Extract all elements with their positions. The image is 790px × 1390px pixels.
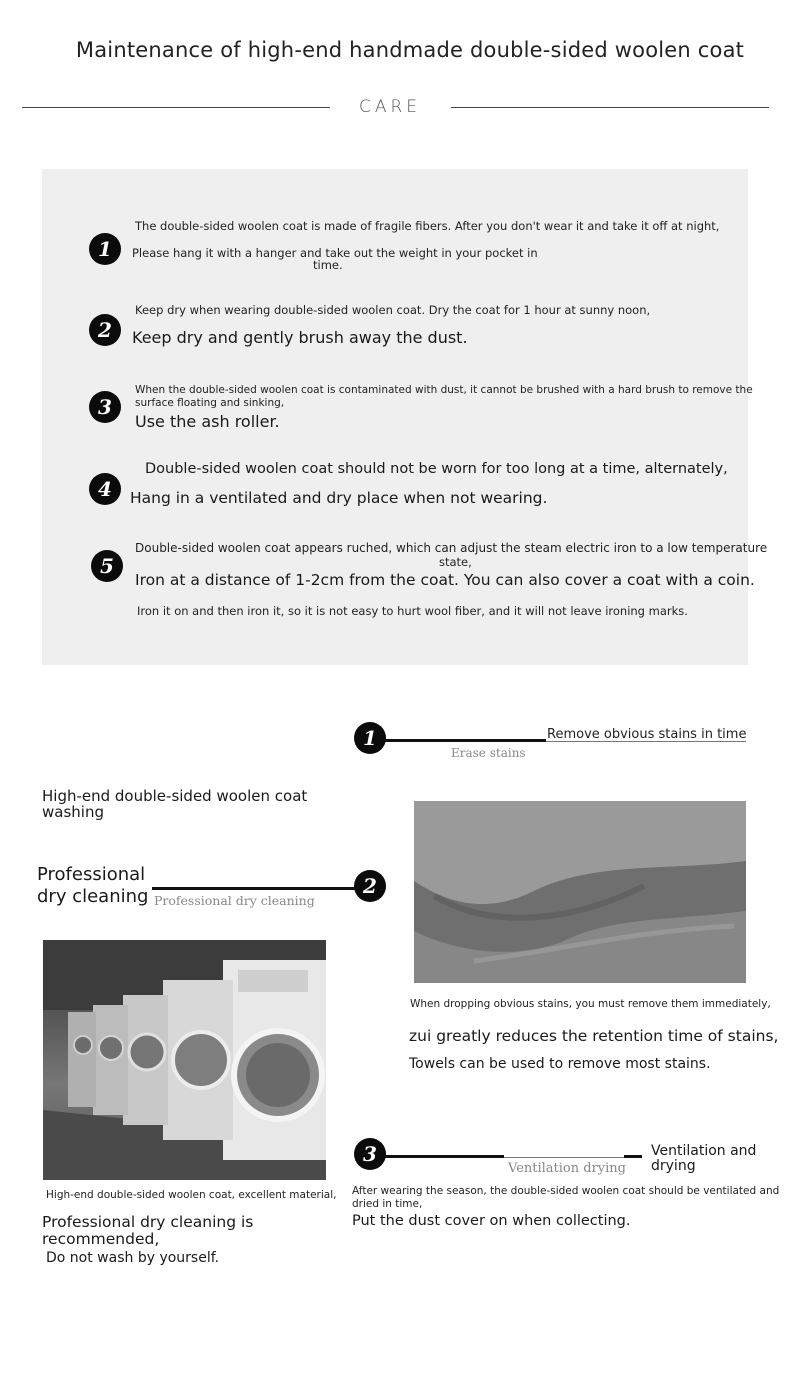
wash-step-badge: 3 [354,1138,386,1170]
connector-line [152,887,356,890]
wash-item-2-sublabel: Professional dry cleaning [154,893,315,908]
washing-heading: High-end double-sided woolen coat washing [42,787,308,821]
wash-step-badge: 1 [354,722,386,754]
connector-line [384,739,546,742]
wash-item-1-sublabel: Erase stains [451,746,526,760]
wash-step-badge: 2 [354,870,386,902]
wash-item-2-text: High-end double-sided woolen coat, excellent material, [46,1189,337,1201]
wash-item-1-text-a: zui greatly reduces the retention time of stains, [409,1027,779,1045]
wash-item-3-text-a: Put the dust cover on when collecting. [352,1213,631,1229]
wash-item-2-label: Professional [37,864,146,885]
step-3-text-2: Use the ash roller. [135,412,280,431]
step-1-text: The double-sided woolen coat is made of fragile fibers. After you don't wear it and take it off at night, [135,219,720,233]
connector-line [384,1155,504,1158]
laundry-machines-illustration [43,940,326,1180]
wash-item-3-label: Ventilation and drying [651,1143,757,1174]
section-label: CARE [358,97,422,117]
wash-item-2-text-a: Professional dry cleaning is recommended, [42,1213,254,1248]
wool-fabric-illustration [414,801,746,983]
step-number-badge: 5 [91,550,123,582]
wash-item-2-label-2: dry cleaning [37,886,149,907]
step-1-text-3: time. [313,258,343,272]
wash-item-1-label: Remove obvious stains in time [547,727,747,742]
step-4-text-2: Hang in a ventilated and dry place when not wearing. [130,489,548,507]
page-title: Maintenance of high-end handmade double-sided woolen coat [75,38,745,62]
wash-item-3-sublabel: Ventilation drying [508,1161,626,1176]
header-rule-left [22,107,330,108]
connector-line-thin [504,1157,624,1158]
step-number-badge: 3 [89,391,121,423]
wool-fabric-photo [414,801,746,983]
step-5-text-1b: state, [439,555,472,569]
step-5-text-2: Iron at a distance of 1-2cm from the coat. You can also cover a coat with a coin. [135,571,755,589]
step-number-badge: 4 [89,473,121,505]
wash-item-2-text-b: Do not wash by yourself. [46,1250,220,1266]
laundry-machines-photo [43,940,326,1180]
step-2-text: Keep dry when wearing double-sided woolen coat. Dry the coat for 1 hour at sunny noon, [135,303,651,317]
step-1-text-2: Please hang it with a hanger and take out the weight in your pocket in [132,246,538,260]
wash-item-1-text: When dropping obvious stains, you must remove them immediately, [410,998,771,1010]
wash-item-1-text-b: Towels can be used to remove most stains. [409,1056,711,1072]
header-rule-right [451,107,769,108]
step-5-text-3: Iron it on and then iron it, so it is not easy to hurt wool fiber, and it will not leave ironing marks. [137,604,688,618]
step-4-text: Double-sided woolen coat should not be worn for too long at a time, alternately, [145,461,728,477]
connector-line-end [624,1155,642,1158]
step-5-text: Double-sided woolen coat appears ruched, which can adjust the steam electric iron to a low temperature [135,541,768,555]
step-3-text: When the double-sided woolen coat is contaminated with dust, it cannot be brushed with a hard brush to remove the surface floating and sinking, [135,384,753,409]
step-number-badge: 1 [89,233,121,265]
step-number-badge: 2 [89,314,121,346]
step-2-text-2: Keep dry and gently brush away the dust. [132,328,468,347]
wash-item-3-text: After wearing the season, the double-sided woolen coat should be ventilated and dried in time, [352,1185,780,1210]
